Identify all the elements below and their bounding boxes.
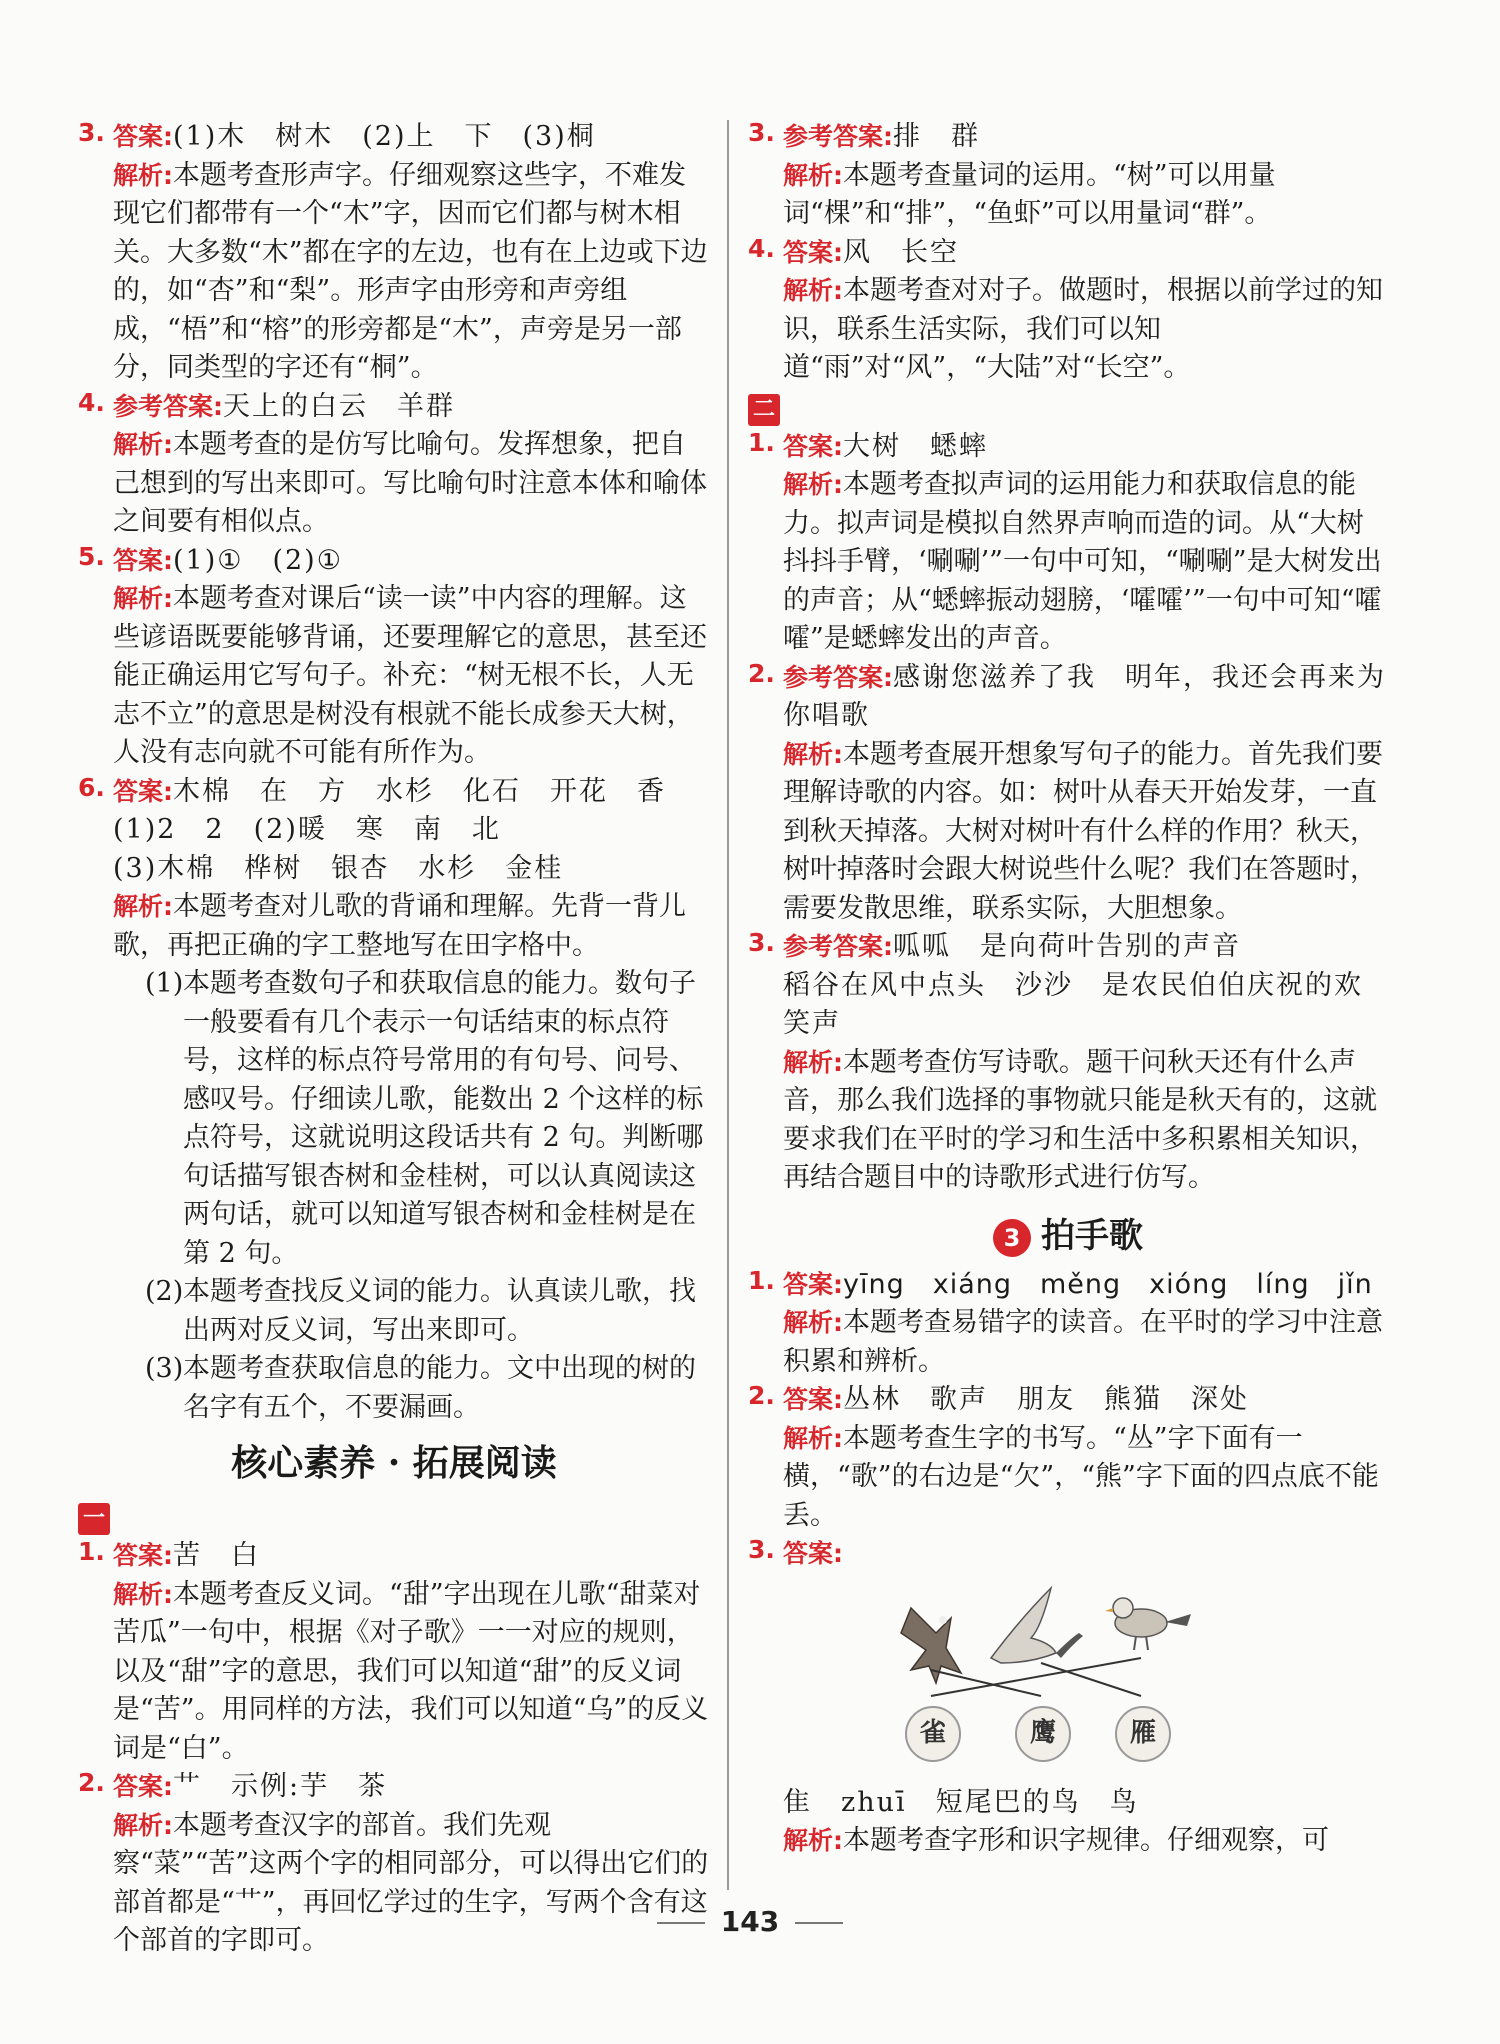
sub-label: (1): [145, 968, 184, 999]
lesson-heading: [748, 1206, 1388, 1266]
answer-tag: 答案:: [783, 1539, 843, 1568]
answer-text: (1)木 树木 (2)上 下 (3)桐: [173, 121, 596, 152]
sub-label: (2): [145, 1276, 184, 1307]
question-number: 3.: [748, 1535, 775, 1564]
pinyin-answer: yīng xiáng měng xióng líng jǐn: [843, 1268, 1373, 1300]
section-title: 核心素养 · 拓展阅读: [231, 1442, 557, 1484]
answer-text: 木棉 在 方 水杉 化石 开花 香: [173, 775, 666, 807]
question-number: 3.: [78, 118, 105, 147]
part-two-question-3: [748, 928, 1388, 1198]
answer-text: 大树 蟋蟀: [843, 430, 988, 462]
analysis-text: 本题考查生字的书写。“丛”字下面有一横，“歌”的右边是“欠”，“熊”字下面的四点底不能丢。: [783, 1422, 1379, 1531]
analysis-text: 本题考查仿写诗歌。题干问秋天还有什么声音，那么我们选择的事物就只能是秋天有的，这就要求我们在平时的学习和生活中多积累相关知识，再结合题目中的诗歌形式进行仿写。: [783, 1046, 1377, 1193]
lesson-question-2: [748, 1381, 1388, 1535]
analysis-tag: 解析:: [113, 1579, 173, 1609]
answer-tag: 答案:: [113, 545, 173, 575]
reading-question-3: [748, 118, 1388, 234]
question-number: 2.: [78, 1768, 105, 1797]
answer-text: 艹 示例:芋 茶: [173, 1771, 388, 1802]
question-4: [78, 388, 710, 542]
answer-tag: 答案:: [783, 1385, 843, 1414]
question-6: [78, 773, 710, 1428]
answer-text: 呱呱 是向荷叶告别的声音: [893, 931, 1241, 962]
part-two-marker: 二: [748, 394, 780, 426]
answer-tag: 答案:: [783, 431, 843, 461]
bird-matching-figure: [891, 1578, 1221, 1778]
analysis-text: 本题考查形声字。仔细观察这些字，不难发现它们都带有一个“木”字，因而它们都与树木相关。大多数“木”都在字的左边，也有在上边或下边的，如“杏”和“梨”。形声字由形旁和声旁组成，“梧”和“榕”的形旁都是“木”，声旁是另一部分，同类型的字还有“桐”。: [113, 159, 708, 383]
sub-analysis-1: [113, 965, 710, 1273]
analysis-text: 本题考查汉字的部首。我们先观察“菜”“苦”这两个字的相同部分，可以得出它们的部首都是“艹”，再回忆学过的生字，写两个含有这个部首的字即可。: [113, 1809, 709, 1956]
answer-text: 感谢您滋养了我 明年，我还会再来为你唱歌: [783, 661, 1386, 731]
part-one-marker: 一: [78, 1503, 110, 1535]
column-divider: [727, 120, 729, 1890]
lesson-question-3: [748, 1535, 1388, 1861]
lesson-title: 拍手歌: [1041, 1215, 1143, 1256]
figure-caption: 隹 zhuī 短尾巴的鸟 鸟: [783, 1786, 1139, 1818]
analysis-tag: 解析:: [113, 584, 173, 613]
reading-question-4: [748, 234, 1388, 388]
question-number: 3.: [748, 928, 775, 957]
analysis-tag: 解析:: [783, 160, 843, 190]
question-number: 4.: [78, 387, 105, 417]
sub-analysis-2: [113, 1273, 710, 1350]
sub-label: (3): [145, 1353, 184, 1384]
answer-tag: 答案:: [113, 776, 173, 806]
page-number-text: 143: [720, 1905, 780, 1938]
analysis-tag: 解析:: [113, 1810, 173, 1840]
sub-analysis-3: [113, 1350, 710, 1427]
answer-line-2: 稻谷在风中点头 沙沙 是农民伯伯庆祝的欢笑声: [783, 969, 1363, 1039]
analysis-tag: 解析:: [783, 1423, 843, 1453]
analysis-tag: 解析:: [783, 470, 843, 499]
analysis-tag: 解析:: [783, 1826, 843, 1855]
answer-text: 排 群: [893, 121, 980, 152]
question-number: 1.: [748, 427, 775, 457]
answer-text: 苦 白: [173, 1540, 260, 1571]
part-two-question-2: [748, 659, 1388, 929]
analysis-text: 本题考查量词的运用。“树”可以用量词“棵”和“排”，“鱼虾”可以用量词“群”。: [783, 159, 1276, 229]
answer-tag: 参考答案:: [783, 122, 893, 151]
goose-icon: [991, 1588, 1083, 1663]
analysis-tag: 解析:: [783, 1308, 843, 1337]
question-number: 2.: [748, 658, 775, 688]
answer-text: 天上的白云 羊群: [223, 390, 455, 422]
answer-text: 丛林 歌声 朋友 熊猫 深处: [843, 1384, 1249, 1415]
analysis-text: 本题考查对对子。做题时，根据以前学过的知识，联系生活实际，我们可以知道“雨”对“风”，“大陆”对“长空”。: [783, 275, 1383, 383]
char-label-ying: 鹰: [1015, 1706, 1071, 1762]
analysis-tag: 解析:: [783, 739, 843, 769]
lesson-question-1: [748, 1266, 1388, 1382]
eagle-icon: [901, 1608, 961, 1683]
answer-text: (1)① (2)①: [173, 544, 343, 576]
analysis-tag: 解析:: [113, 430, 173, 459]
question-number: 5.: [78, 541, 105, 571]
char-label-yan: 雁: [1115, 1706, 1171, 1762]
analysis-tag: 解析:: [783, 1047, 843, 1077]
analysis-text: 本题考查对课后“读一读”中内容的理解。这些谚语既要能够背诵，还要理解它的意思，甚至还能正确运用它写句子。补充：“树无根不长，人无志不立”的意思是树没有根就不能长成参天大树，人没有志向就不可能有所作为。: [113, 583, 707, 768]
analysis-tag: 解析:: [783, 276, 843, 305]
analysis-text: 本题考查对儿歌的背诵和理解。先背一背儿歌，再把正确的字工整地写在田字格中。: [113, 891, 686, 961]
part-two-question-1: [748, 428, 1388, 659]
question-number: 2.: [748, 1381, 775, 1410]
sub-text: 本题考查获取信息的能力。文中出现的树的名字有五个，不要漏画。: [183, 1353, 696, 1423]
analysis-text: 本题考查易错字的读音。在平时的学习中注意积累和辨析。: [783, 1307, 1383, 1377]
page-dash-left: [657, 1922, 705, 1924]
analysis-text: 本题考查的是仿写比喻句。发挥想象，把自己想到的写出来即可。写比喻句时注意本体和喻体之间要有相似点。: [113, 429, 707, 537]
answer-tag: 答案:: [113, 122, 173, 151]
sub-text: 本题考查数句子和获取信息的能力。数句子一般要看有几个表示一句话结束的标点符号，这样的标点符号常用的有句号、问号、感叹号。仔细读儿歌，能数出 2 个这样的标点符号，这就说明这段话共有 2 句。判断哪句话描写银杏树和金桂树，可以认真阅读这两句话，就可以知道写银杏树和金桂树是在第 2 句。: [183, 968, 704, 1269]
sub-text: 本题考查找反义词的能力。认真读儿歌，找出两对反义词，写出来即可。: [183, 1276, 696, 1346]
analysis-tag: 解析:: [113, 160, 173, 190]
answer-text: 风 长空: [843, 236, 959, 268]
right-column: [748, 118, 1388, 1861]
sparrow-icon: [1105, 1598, 1191, 1650]
answer-tag: 答案:: [113, 1541, 173, 1570]
question-number: 4.: [748, 233, 775, 263]
answer-tag: 答案:: [113, 1772, 173, 1801]
answer-tag: 参考答案:: [113, 391, 223, 421]
lesson-number-badge: 3: [993, 1219, 1031, 1257]
answer-tag: 参考答案:: [783, 932, 893, 961]
analysis-text: 本题考查反义词。“甜”字出现在儿歌“甜菜对苦瓜”一句中，根据《对子歌》一一对应的规则，以及“甜”字的意思，我们可以知道“甜”的反义词是“苦”。用同样的方法，我们可以知道“乌”的反义词是“白”。: [113, 1578, 709, 1764]
answer-tag: 答案:: [783, 1269, 843, 1299]
question-number: 1.: [748, 1265, 775, 1295]
analysis-text: 本题考查字形和识字规律。仔细观察，可: [843, 1825, 1329, 1856]
analysis-tag: 解析:: [113, 892, 173, 921]
char-label-que: 雀: [905, 1706, 961, 1762]
answer-tag: 答案:: [783, 237, 843, 267]
page-dash-right: [795, 1922, 843, 1924]
analysis-text: 本题考查展开想象写句子的能力。首先我们要理解诗歌的内容。如：树叶从春天开始发芽，一直到秋天掉落。大树对树叶有什么样的作用？秋天，树叶掉落时会跟大树说些什么呢？我们在答题时，需要发散思维，联系实际，大胆想象。: [783, 738, 1383, 924]
question-number: 6.: [78, 772, 105, 802]
question-number: 3.: [748, 118, 775, 147]
left-column: [78, 118, 710, 1961]
answer-line-3: (3)木棉 桦树 银杏 水杉 金桂: [113, 852, 564, 884]
reading-question-1: [78, 1537, 710, 1768]
page-number: [0, 1905, 1500, 1938]
answer-tag: 参考答案:: [783, 662, 893, 692]
analysis-text: 本题考查拟声词的运用能力和获取信息的能力。拟声词是模拟自然界声响而造的词。从“大树抖抖手臂，‘唰唰’”一句中可知，“唰唰”是大树发出的声音；从“蟋蟀振动翅膀，‘嚯嚯’”一句中可知“嚯嚯”是蟋蟀发出的声音。: [783, 469, 1382, 654]
question-3: [78, 118, 710, 388]
question-5: [78, 542, 710, 773]
answer-line-2: (1)2 2 (2)暖 寒 南 北: [113, 814, 501, 845]
question-number: 1.: [78, 1537, 105, 1566]
